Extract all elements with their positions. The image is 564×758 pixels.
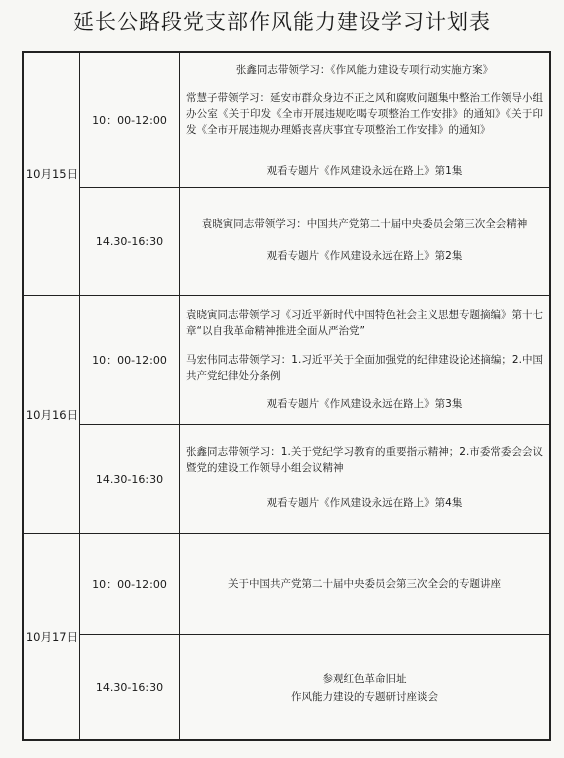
time-cell: 10：00-12:00 xyxy=(80,296,180,424)
content-cell xyxy=(180,425,549,533)
date-cell: 10月17日 xyxy=(25,629,79,644)
date-cell: 10月15日 xyxy=(24,53,80,296)
table-row xyxy=(80,635,549,739)
study-item: 观看专题片《作风建设永远在路上》第1集 xyxy=(266,165,463,177)
study-item: 张鑫同志带领学习：1.关于党纪学习教育的重要指示精神；2.市委常委会会议暨党的建设工作领导小组会议精神 xyxy=(186,446,543,474)
study-item: 张鑫同志带领学习：《作风能力建设专项行动实施方案》 xyxy=(235,64,494,76)
study-item: 常慧子带领学习：延安市群众身边不正之风和腐败问题集中整治工作领导小组办公室《关于印发《全市开展违规吃喝专项整治工作安排》的通知》《关于印发《全市开展违规办理婚丧喜庆事宜专项整治工作安排》的通知》 xyxy=(186,92,543,136)
study-item: 作风能力建设的专题研讨座谈会 xyxy=(291,691,438,703)
table-row xyxy=(80,425,549,534)
table-row xyxy=(80,534,549,635)
content-cell xyxy=(180,53,549,187)
schedule-table xyxy=(22,51,551,741)
study-item: 袁晓寅同志带领学习：中国共产党第二十届中央委员会第三次全会精神 xyxy=(201,218,528,230)
time-cell: 10：00-12:00 xyxy=(80,534,180,634)
table-row xyxy=(80,296,549,425)
content-cell xyxy=(180,635,549,739)
study-item: 袁晓寅同志带领学习《习近平新时代中国特色社会主义思想专题摘编》第十七章“以自我革命精神推进全面从严治党” xyxy=(186,309,543,337)
time-cell: 14.30-16:30 xyxy=(80,635,180,739)
table-row xyxy=(80,188,549,296)
date-cell: 10月16日 xyxy=(24,296,80,534)
content-cell xyxy=(180,534,549,634)
content-cell xyxy=(180,296,549,424)
study-item: 观看专题片《作风建设永远在路上》第2集 xyxy=(266,250,463,262)
date-column xyxy=(24,53,80,739)
content-cell xyxy=(180,188,549,295)
page-title: 延长公路段党支部作风能力建设学习计划表 xyxy=(73,10,491,34)
table-row xyxy=(80,53,549,188)
time-cell: 10：00-12:00 xyxy=(80,53,180,187)
time-cell: 14.30-16:30 xyxy=(80,188,180,295)
study-item: 参观红色革命旧址 xyxy=(322,673,407,685)
study-item: 观看专题片《作风建设永远在路上》第4集 xyxy=(266,497,463,509)
study-item: 关于中国共产党第二十届中央委员会第三次全会的专题讲座 xyxy=(228,578,501,590)
time-cell: 14.30-16:30 xyxy=(80,425,180,533)
study-item: 马宏伟同志带领学习：1.习近平关于全面加强党的纪律建设论述摘编；2.中国共产党纪律处分条例 xyxy=(186,354,543,382)
study-item: 观看专题片《作风建设永远在路上》第3集 xyxy=(266,398,463,410)
